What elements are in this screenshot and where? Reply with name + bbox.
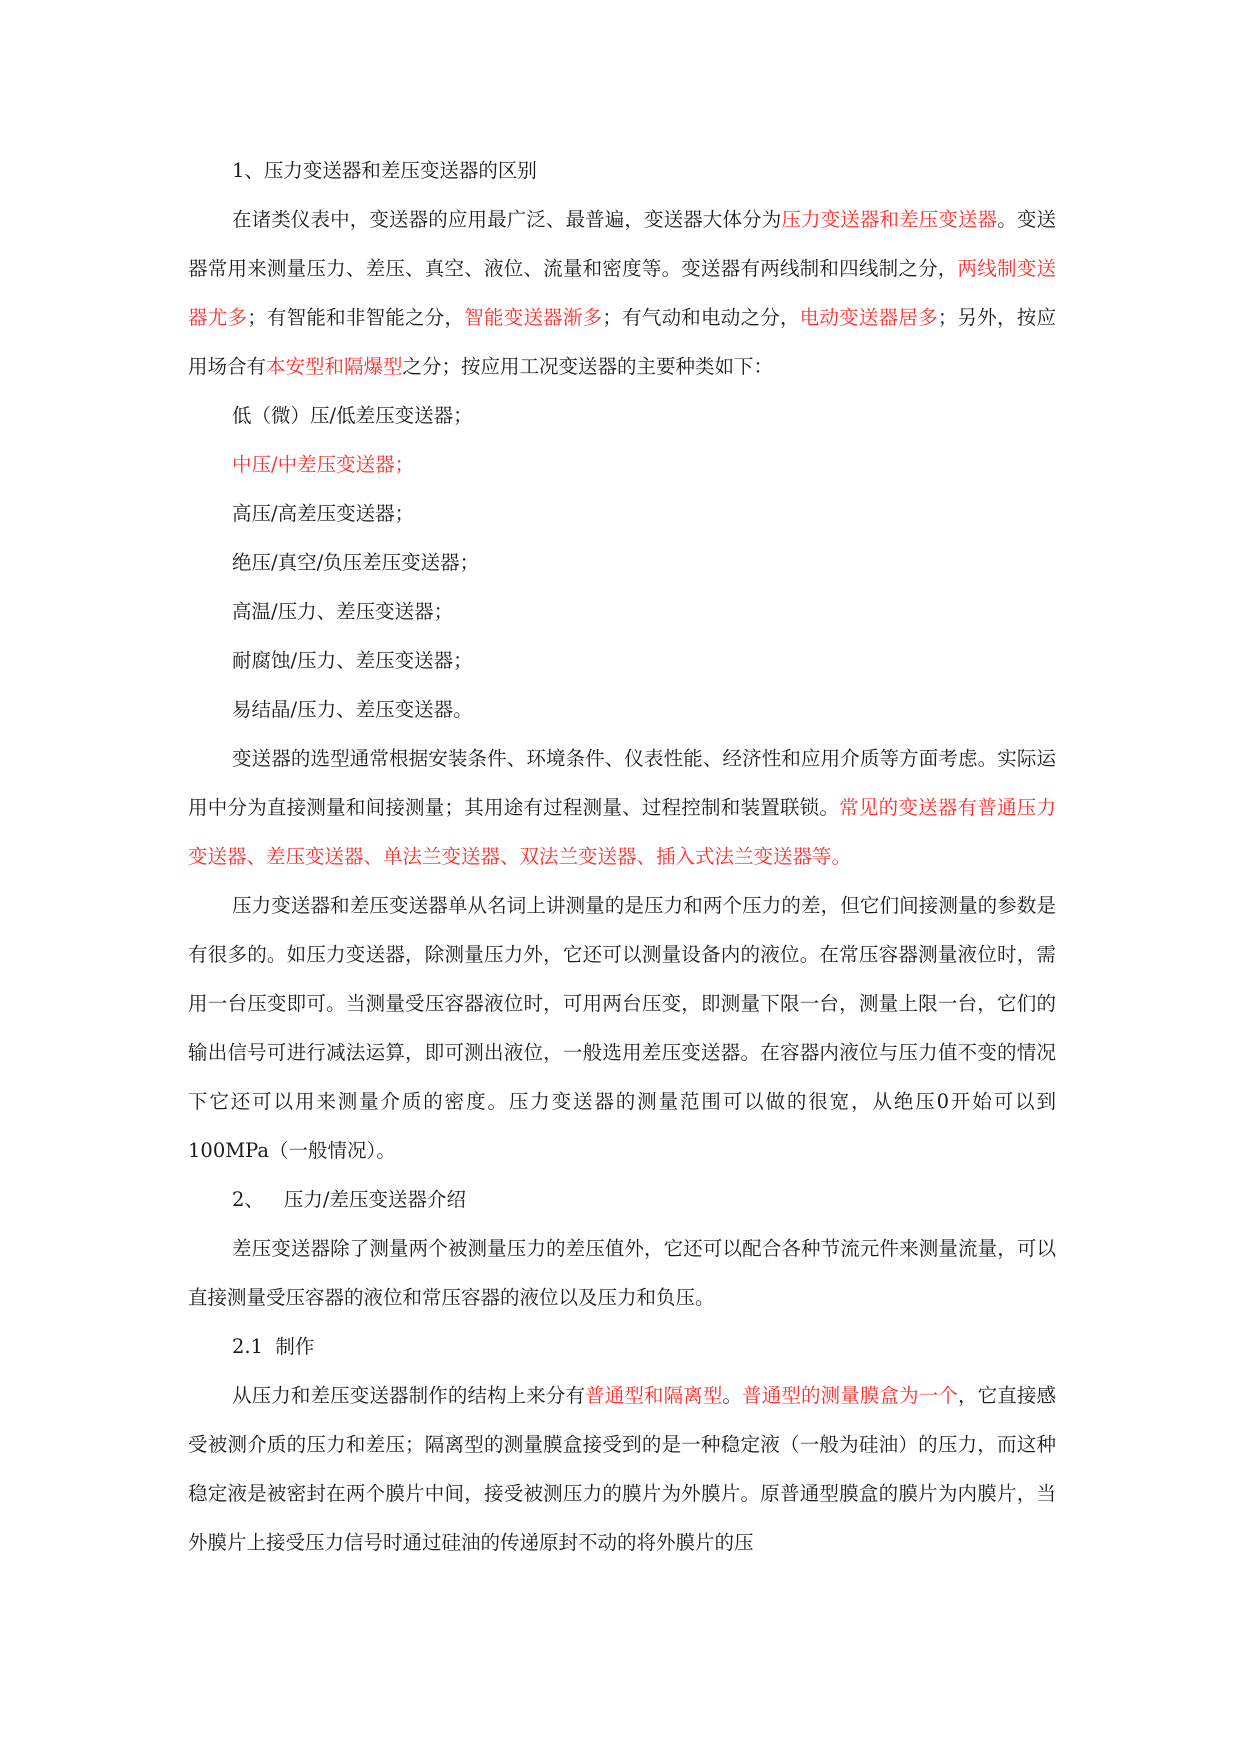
list-item: 低（微）压/低差压变送器； <box>232 404 473 427</box>
text-run: 变送器的选型通常根据安装条件、环境条件、仪表性能、经济性和应用介质等方面考虑。实际运用中分为直接测量和间接测量；其用途有过程测量、过程控制和装置联锁。 <box>188 747 1056 819</box>
list-item-highlight: 中压/中差压变送器； <box>232 453 415 476</box>
highlight-text: 本安型和隔爆型 <box>266 355 403 378</box>
section-title: 压力/差压变送器介绍 <box>283 1188 466 1211</box>
highlight-text: 压力变送器和差压变送器 <box>781 208 998 231</box>
text-run: ，它直接感受被测介质的压力和差压；隔离型的测量膜盒接受到的是一种稳定液（一般为硅油）的压力，而这种稳定液是被密封在两个膜片中间，接受被测压力的膜片为外膜片。原普通型膜盒的膜片为内膜片，当外膜片上接受压力信号时通过硅油的传递原封不动的将外膜片的压 <box>188 1384 1056 1554</box>
section-2-paragraph-2 <box>188 1371 1056 1567</box>
list-item: 高温/压力、差压变送器； <box>232 600 454 623</box>
section-2-paragraph-1: 差压变送器除了测量两个被测量压力的差压值外，它还可以配合各种节流元件来测量流量，可以直接测量受压容器的液位和常压容器的液位以及压力和负压。 <box>188 1237 1056 1309</box>
section-1-paragraph-1 <box>188 195 1056 391</box>
text-run: ；有气动和电动之分， <box>602 306 800 329</box>
list-item: 耐腐蚀/压力、差压变送器； <box>232 649 473 672</box>
list-item: 高压/高差压变送器； <box>232 502 415 525</box>
text-run: 在诸类仪表中，变送器的应用最广泛、最普遍，变送器大体分为 <box>232 208 782 231</box>
text-run: 。变送器常用来测量压力、差压、真空、液位、流量和密度等。变送器有两线制和四线制之分， <box>188 208 1056 280</box>
text-run: ；有智能和非智能之分， <box>247 306 465 329</box>
highlight-text: 普通型和隔离型 <box>585 1384 723 1407</box>
highlight-text: 电动变送器居多 <box>799 306 938 329</box>
document-body <box>188 146 1056 1567</box>
list-item: 易结晶/压力、差压变送器。 <box>232 698 473 721</box>
highlight-text: 常见的变送器有普通压力变送器、差压变送器、单法兰变送器、双法兰变送器、插入式法兰变送器等。 <box>188 796 1056 868</box>
section-number: 2、 <box>232 1188 264 1211</box>
text-run: ；另外，按应用场合有 <box>188 306 1056 378</box>
highlight-text: 智能变送器渐多 <box>464 306 603 329</box>
section-2-heading <box>188 1175 1056 1224</box>
text-run: 从压力和差压变送器制作的结构上来分有 <box>232 1384 586 1407</box>
section-1-paragraph-2 <box>188 734 1056 881</box>
text-run: 。 <box>722 1384 743 1407</box>
highlight-text: 普通型的测量膜盒为一个 <box>742 1384 958 1407</box>
list-item: 绝压/真空/负压差压变送器； <box>232 551 480 574</box>
highlight-text: 两线制变送器尤多 <box>188 257 1056 329</box>
subsection-heading: 2.1 制作 <box>232 1335 315 1358</box>
section-1-heading: 1、压力变送器和差压变送器的区别 <box>232 159 537 182</box>
section-1-paragraph-3: 压力变送器和差压变送器单从名词上讲测量的是压力和两个压力的差，但它们间接测量的参数是有很多的。如压力变送器，除测量压力外，它还可以测量设备内的液位。在常压容器测量液位时，需用一台压变即可。当测量受压容器液位时，可用两台压变，即测量下限一台，测量上限一台，它们的输出信号可进行减法运算，即可测出液位，一般选用差压变送器。在容器内液位与压力值不变的情况下它还可以用来测量介质的密度。压力变送器的测量范围可以做的很宽，从绝压0开始可以到100MPa（一般情况）。 <box>188 894 1056 1162</box>
text-run: 之分；按应用工况变送器的主要种类如下： <box>402 355 774 378</box>
